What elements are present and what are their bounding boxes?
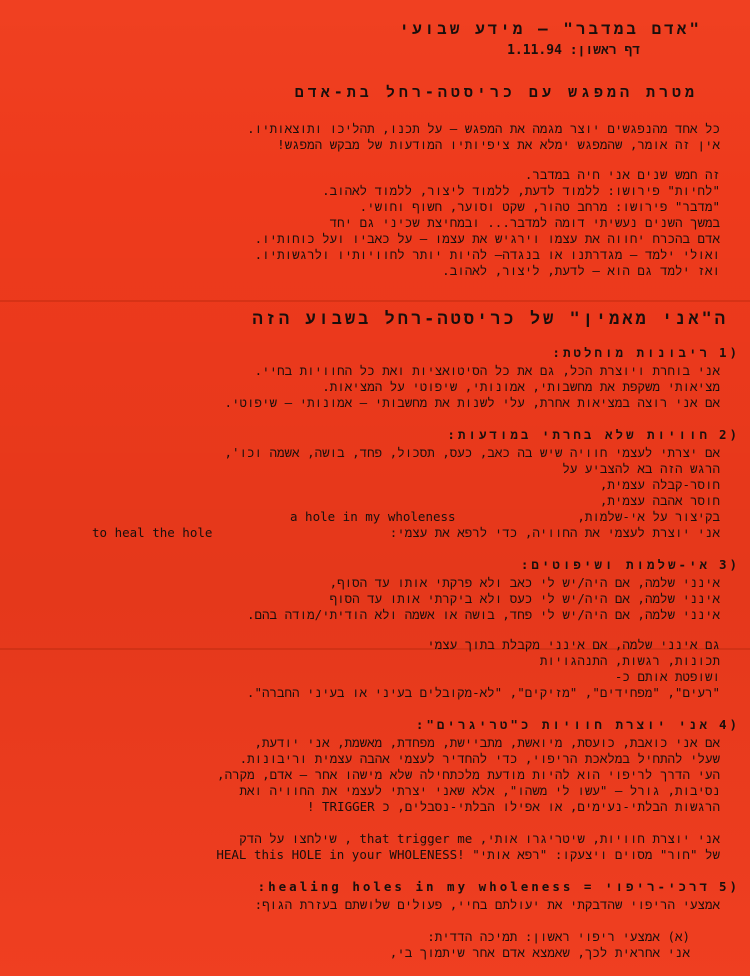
section-line: אני יוצרת לעצמי את החוויה, כדי לרפא את עצמי: bbox=[389, 525, 720, 540]
paper-fold bbox=[0, 300, 750, 302]
newsletter-title: "אדם במדבר" – מידע שבועי bbox=[399, 19, 702, 38]
section-line: העי הדרך לריפוי הוא להיות מודעת מלכתחילה שלא מישהו אחר – אדם, מקרה, bbox=[217, 767, 720, 782]
english-phrase: to heal the hole bbox=[92, 525, 213, 540]
section-heading: חוויות שלא בחרתי במודעות: bbox=[447, 427, 710, 442]
desert-line: "מדבר" פירושו: מרחב טהור, שקט וסוער, חשוף וחושי. bbox=[359, 199, 720, 214]
section-line: הרגש הזה בא להצביע על bbox=[562, 461, 720, 476]
section-heading: אי-שלמות ושיפוטים: bbox=[520, 557, 710, 572]
page-date: דף ראשון: 1.11.94 bbox=[507, 43, 640, 58]
desert-line: ואז ילמד גם הוא – לדעת, ליצור, לאהוב. bbox=[442, 263, 720, 278]
desert-line: "לחיות" פירושו: ללמוד לדעת, ללמוד ליצור, ללמוד לאהוב. bbox=[322, 183, 720, 198]
section-line: חוסר-קבלה עצמית, bbox=[599, 477, 720, 492]
section-line: אם יצרתי לעצמי חוויה שיש בה כאב, כעס, תסכול, פחד, בושה, אשמה וכו', bbox=[224, 445, 720, 460]
section-line: אני בוחרת ויוצרת הכל, גם את כל הסיטואציות ואת כל החוויות בחיי. bbox=[254, 363, 720, 378]
section-line: גם אינני שלמה, אם אינני מקבלת בתוך עצמי bbox=[427, 637, 720, 652]
section-heading: דרכי-ריפוי = healing holes in my wholeness: bbox=[257, 879, 710, 894]
english-phrase: a hole in my wholeness bbox=[290, 509, 456, 524]
desert-line: זה חמש שנים אני חיה במדבר. bbox=[524, 167, 720, 182]
section-line: אמצעי הריפוי שהדבקתי את יעולתם בחיי, פעולים שלושתם בעזרת הגוף: bbox=[254, 897, 720, 912]
section-line: בקיצור על אי-שלמות, bbox=[577, 509, 720, 524]
section-heading: ריבונות מוחלטת: bbox=[552, 345, 710, 360]
section-line: אני אחראית לכך, שאמצא אדם אחר שיתמוך בי, bbox=[389, 945, 690, 960]
intro-line: כל אחד מהנפגשים יוצר מגמה את המפגש – על תכנו, תהליכו ותוצאותיו. bbox=[247, 121, 720, 136]
section-line: אינני שלמה, אם היה/יש לי כאב ולא פרקתי אותו עד הסוף, bbox=[329, 575, 720, 590]
desert-line: אדם בהכרח יחווה את עצמו וירגיש את עצמו – על כאביו ועל כוחותיו. bbox=[254, 231, 720, 246]
section-line: שעלי להתחיל במלאכת הריפוי, כדי להחדיר לעצמי אהבה עצמית וריבונות. bbox=[239, 751, 720, 766]
week-title: ה"אני מאמין" של כריסטה-רחל בשבוע הזה bbox=[252, 309, 728, 329]
section-line: חוסר אהבה עצמית, bbox=[599, 493, 720, 508]
section-line: תכונות, רגשות, התנהגויות bbox=[539, 653, 720, 668]
section-number: 5) bbox=[718, 879, 740, 894]
section-number: 1) bbox=[718, 345, 740, 360]
section-line: אינני שלמה, אם היה/יש לי פחד, בושה או אשמה ולא הודיתי/מודה בהם. bbox=[247, 607, 720, 622]
section-number: 3) bbox=[718, 557, 740, 572]
section-number: 2) bbox=[718, 427, 740, 442]
meeting-title: מטרת המפגש עם כריסטה-רחל בת-אדם bbox=[294, 83, 698, 101]
section-line: הרגשות הבלתי-נעימים, או אפילו הבלתי-נסבלים, כ TRIGGER ! bbox=[306, 799, 720, 814]
intro-line: אין זה אומר, שהמפגש ימלא את ציפיותיו המודעות של מבקש המפגש! bbox=[277, 137, 720, 152]
section-line: אם אני רוצה במציאות אחרת, עלי לשנות את מחשבותי – אמונותי – שיפוטי. bbox=[224, 395, 720, 410]
section-line: אם אני כואבת, כועסת, מיואשת, מתביישת, מפחדת, מאשמת, אני יודעת, bbox=[254, 735, 720, 750]
section-line: נסיבות, גורל – "עשו לי משהו", אלא שאני יצרתי לעצמי את החוויה ואת bbox=[239, 783, 720, 798]
section-line: (א) אמצעי ריפוי ראשון: תמיכה הדדית: bbox=[427, 929, 690, 944]
section-line: מציאותי משקפת את מחשבותי, אמונותי, שיפוטי על המציאות. bbox=[322, 379, 720, 394]
section-number: 4) bbox=[718, 717, 740, 732]
section-line: אני יוצרת חוויות, שיטריגרו אותי, that trigger me , שילחצו על הדק bbox=[239, 831, 720, 846]
desert-line: ואולי ילמד – מגדרתנו או בנגדה– להיות יותר לחוויותיו ולרגשותיו. bbox=[254, 247, 720, 262]
section-line: של "חור" מסוים ויצעקו: "רפא אותי" !HEAL this HOLE in your WHOLENESS bbox=[216, 847, 720, 862]
section-heading: אני יוצרת חוויות כ"טריגרים": bbox=[415, 717, 710, 732]
desert-line: במשך השנים נעשיתי דומה למדבר... ובמחיצת שכיני גם יחד bbox=[329, 215, 720, 230]
section-line: אינני שלמה, אם היה/יש לי כעס ולא ביקרתי אותו עד הסוף bbox=[329, 591, 720, 606]
section-line: ושופטת אותם כ- bbox=[614, 669, 720, 684]
section-line: "רעים", "מפחידים", "מזיקים", "לא-מקובלים בעיני או בעיני החברה". bbox=[246, 685, 720, 700]
